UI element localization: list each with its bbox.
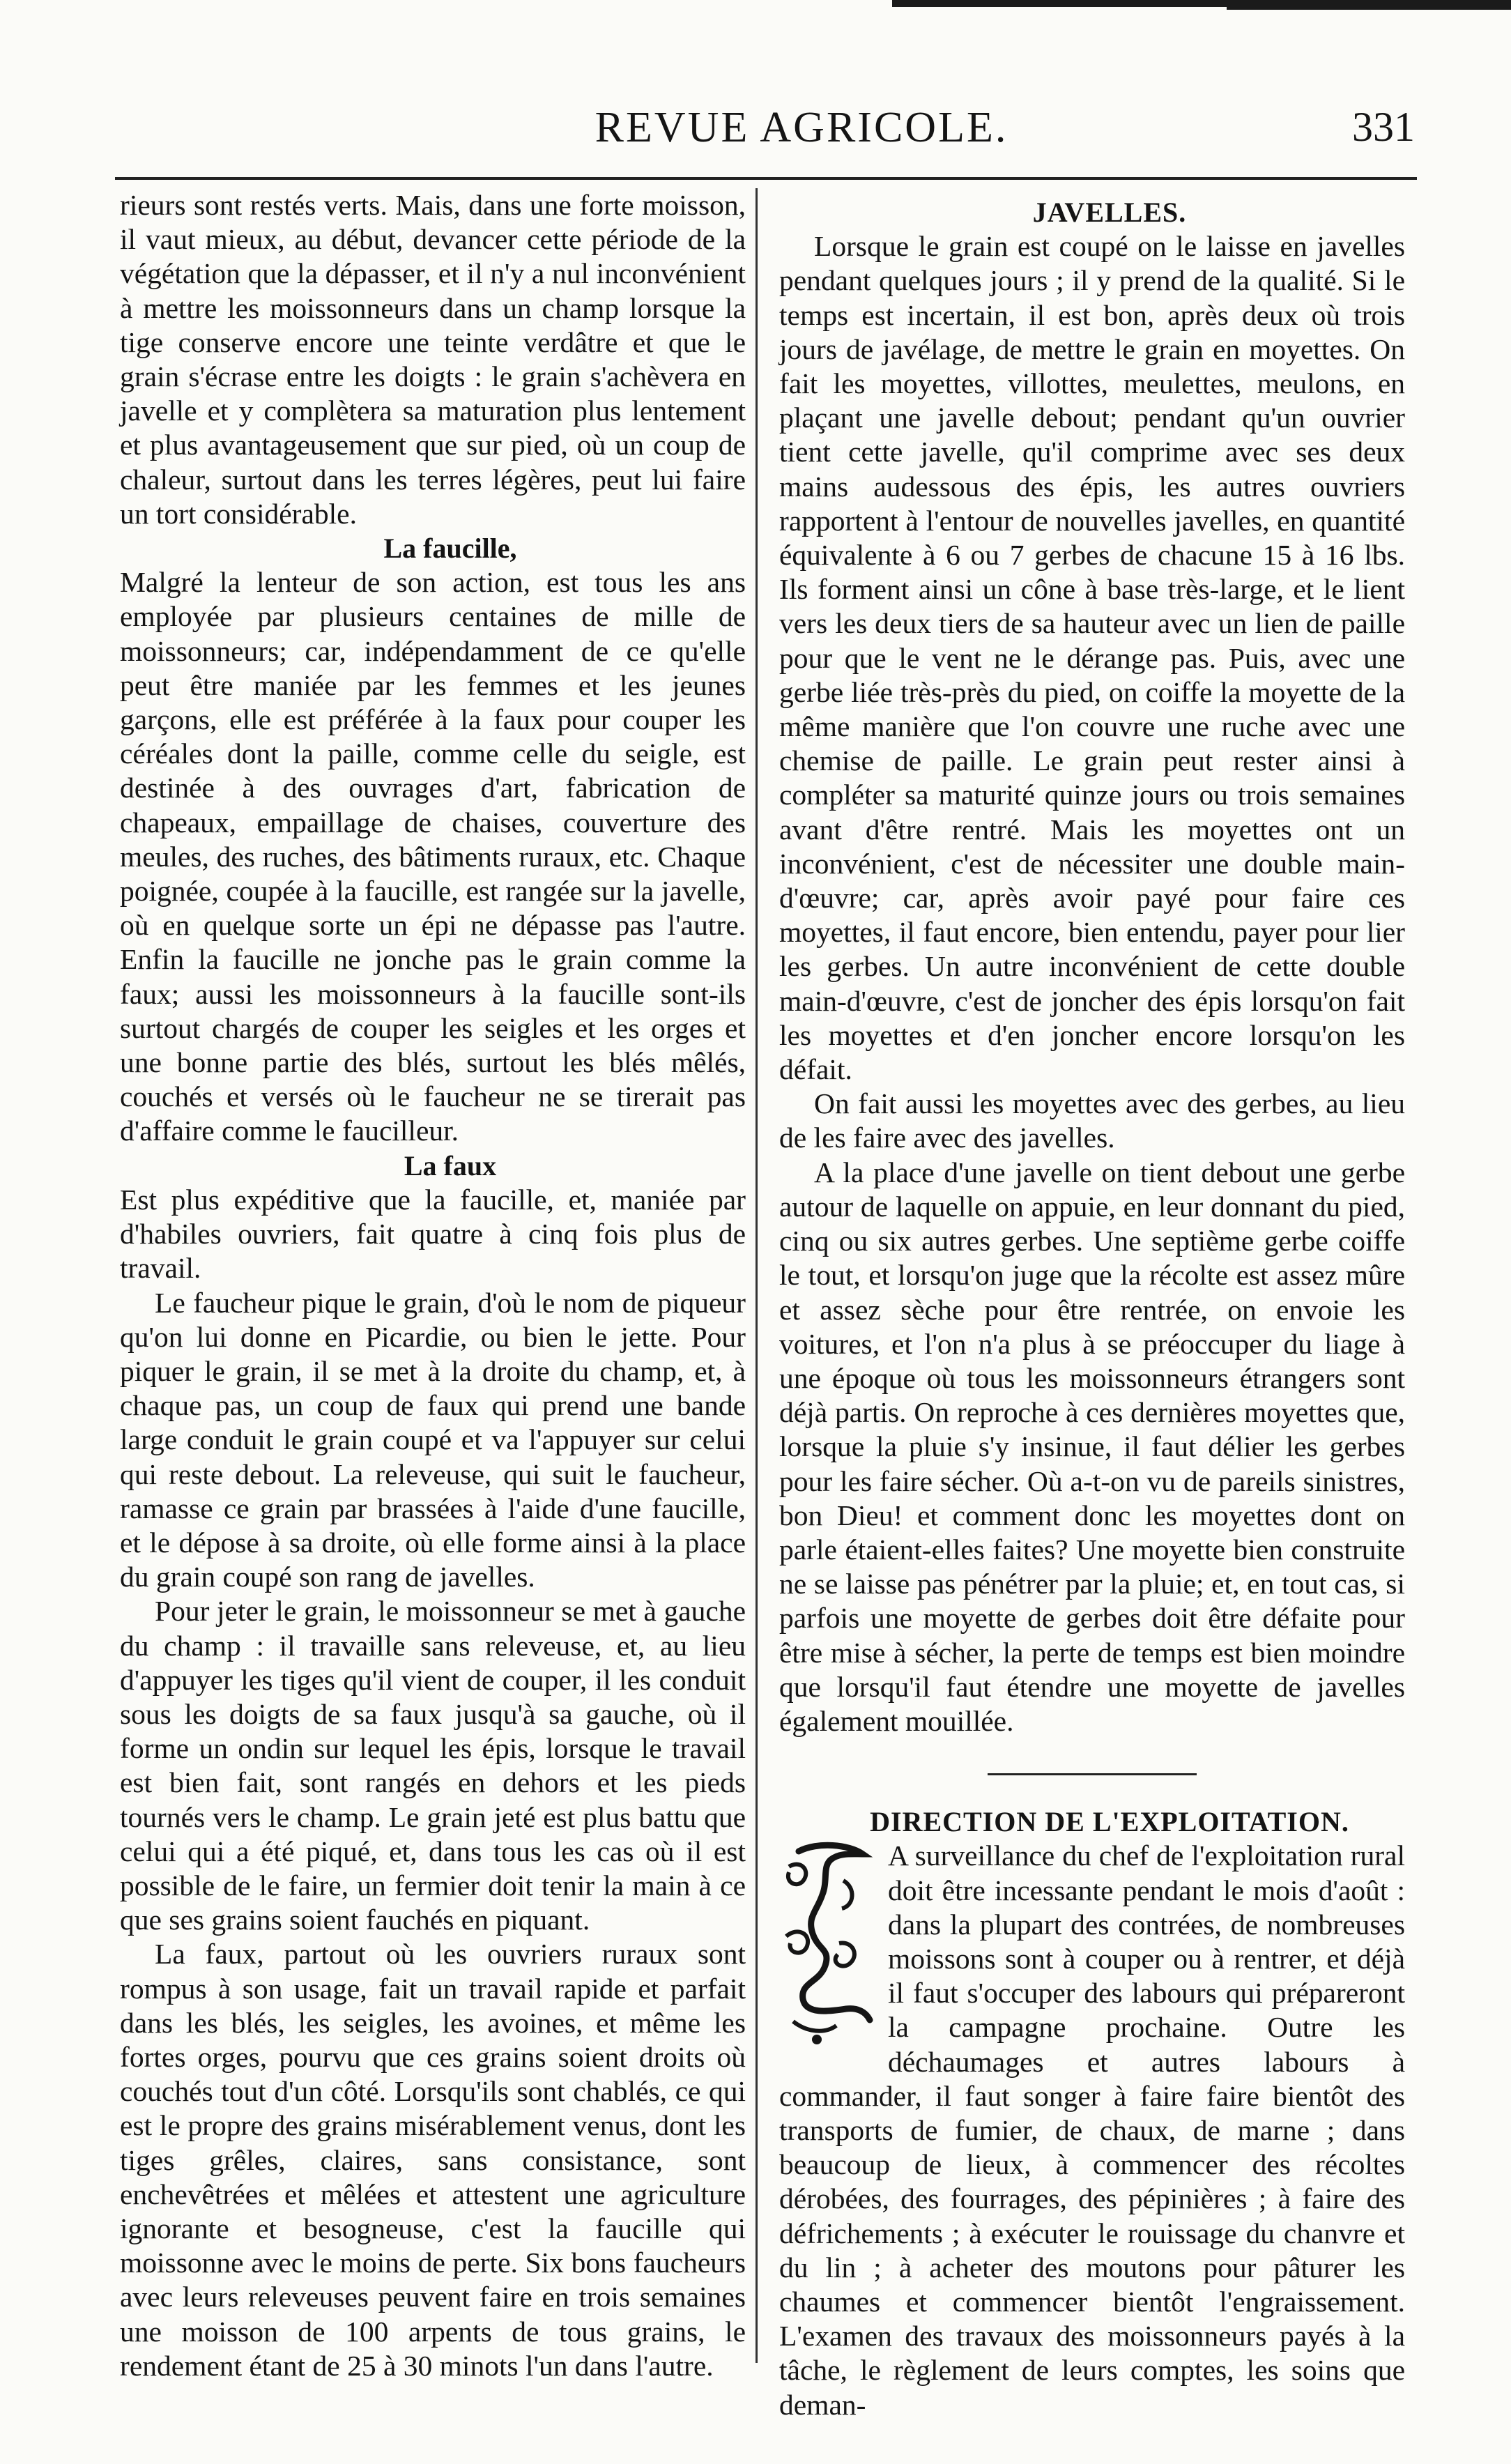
paragraph: A surveillance du chef de l'exploitation rural doit être incessante pendant le mois d'août : dans la plupart des contrées, de nombreuses moissons sont à couper ou à rentrer, et déjà il faut s'occuper des labours qui prépareront la campagne prochaine. Outre les déchaumages et autres labours à commander, il faut songer à faire faire bientôt des transports de fumier, de chaux, de marne ; dans beaucoup de lieux, à commencer des récoltes dérobées, des fourrages, des pépinières ; à faire des défrichements ; à exécuter le rouissage du chanvre et du lin ; à acheter des moutons pour pâturer les chaumes et commencer bientôt l'engraissement. L'examen des travaux des moissonneurs payés à la tâche, le règlement de leurs comptes, les soins que deman-	[779, 1839, 1405, 2421]
ornamental-initial-l-icon	[779, 1839, 875, 2048]
running-title: REVUE AGRICOLE.	[595, 104, 1008, 151]
top-edge-bar-inner	[1227, 7, 1511, 10]
section-separator	[988, 1773, 1197, 1775]
paragraph: rieurs sont restés verts. Mais, dans une forte moisson, il vaut mieux, au début, devancer cette période de la végétation que la dépasser, et il n'y a nul inconvénient à mettre les moissonneurs dans un champ lorsque la tige conserve encore une teinte verdâtre et que le grain s'écrase entre les doigts : le grain s'achèvera en javelle et y complètera sa maturation plus lentement et plus avantageusement que sur pied, où un coup de chaleur, surtout dans les terres légères, peut lui faire un tort considérable.	[120, 189, 746, 530]
header-rule	[115, 177, 1417, 180]
subheading-faucille: La faucille,	[383, 533, 517, 565]
paragraph: Le faucheur pique le grain, d'où le nom de piqueur qu'on lui donne en Picardie, ou bien le jette. Pour piquer le grain, il se met à la droite du champ, et, à chaque pas, un coup de faux qui prend une bande large conduit le grain coupé et va l'appuyer sur celui qui reste debout. La releveuse, qui suit le faucheur, ramasse ce grain par brassées à l'aide d'une faucille, et le dépose à sa droite, où elle forme ainsi à la place du grain coupé son rang de javelles.	[120, 1286, 746, 1593]
right-column	[779, 195, 1405, 2422]
page-number: 331	[1352, 104, 1415, 150]
section-title-direction: DIRECTION DE L'EXPLOITATION.	[870, 1806, 1349, 1838]
paragraph: Est plus expéditive que la faucille, et, maniée par d'habiles ouvriers, fait quatre à cinq fois plus de travail.	[120, 1183, 746, 1285]
column-rule	[756, 188, 758, 2363]
left-column	[120, 188, 746, 2383]
paragraph: Malgré la lenteur de son action, est tous les ans employée par plusieurs centaines de mille de moissonneurs; car, indépendamment de ce qu'elle peut être maniée par les femmes et les jeunes garçons, elle est préférée à la faux pour couper les céréales dont la paille, comme celle du seigle, est destinée à des ouvrages d'art, fabrication de chapeaux, empaillage de chaises, couverture des meules, des ruches, des bâtiments ruraux, etc. Chaque poignée, coupée à la faucille, est rangée sur la javelle, où en quelque sorte un épi ne dépasse pas l'autre. Enfin la faucille ne jonche pas le grain comme la faux; aussi les moissonneurs à la faucille sont-ils surtout chargés de couper les seigles et les orges et une bonne partie des blés, surtout les blés mêlés, couchés et versés où le faucheur ne se tirerait pas d'affaire comme le faucilleur.	[120, 566, 746, 1147]
paragraph: On fait aussi les moyettes avec des gerbes, au lieu de les faire avec des javelles.	[779, 1087, 1405, 1154]
paragraph: Pour jeter le grain, le moissonneur se met à gauche du champ : il travaille sans releveuse, et, au lieu d'appuyer les tiges qu'il vient de couper, il les conduit sous les doigts de sa faux jusqu'à sa gauche, où il forme un ondin sur lequel les épis, lorsque le travail est bien fait, sont rangés en dehors et les pieds tournés vers le champ. Le grain jeté est plus battu que celui qui a été piqué, et, dans tous les cas où il est possible de le faire, un fermier doit tenir la main à ce que ses grains soient fauchés en piquant.	[120, 1595, 746, 1936]
top-edge-bar	[892, 0, 1511, 7]
paragraph: La faux, partout où les ouvriers ruraux sont rompus à son usage, fait un travail rapide et parfait dans les blés, les seigles, les avoines, et même les fortes orges, pourvu que ces grains soient droits où couchés tout d'un côté. Lorsqu'ils sont chablés, ce qui est le propre des grains misérablement venus, dont les tiges grêles, claires, sans consistance, sont enchevêtrées et mêlées et attestent une agriculture ignorante et besogneuse, c'est la faucille qui moissonne avec le moins de perte. Six bons faucheurs avec leurs releveuses peuvent faire en trois semaines une moisson de 100 arpents de tous grains, le rendement étant de 25 à 30 minots l'un dans l'autre.	[120, 1938, 746, 2382]
subheading-faux: La faux	[404, 1149, 497, 1181]
section-title-javelles: JAVELLES.	[1032, 197, 1187, 228]
paragraph: Lorsque le grain est coupé on le laisse en javelles pendant quelques jours ; il y prend de la qualité. Si le temps est incertain, il est bon, après deux où trois jours de javélage, de mettre le grain en moyettes. On fait les moyettes, villottes, meulettes, meulons, en plaçant une javelle debout; pendant qu'un ouvrier tient cette javelle, qu'il comprime avec ses deux mains audessous des épis, les autres ouvriers rapportent à l'entour de nouvelles javelles, en quantité équivalente à 6 ou 7 gerbes de chacune 15 à 16 lbs. Ils forment ainsi un cône à base très-large, et le lient vers les deux tiers de sa hauteur avec un lien de paille pour que le vent ne le dérange pas. Puis, avec une gerbe liée très-près du pied, on coiffe la moyette de la même manière que l'on couvre une ruche avec une chemise de paille. Le grain peut rester ainsi à compléter sa maturité quinze jours ou trois semaines avant d'être rentré. Mais les moyettes ont un inconvénient, c'est de nécessiter une double main-d'œuvre; car, après avoir payé pour faire ces moyettes, il faut encore, bien entendu, payer pour lier les gerbes. Un autre inconvénient de cette double main-d'œuvre, c'est de joncher des épis lorsqu'on fait les moyettes et d'en joncher encore lorsqu'on les défait.	[779, 230, 1405, 1086]
paragraph: A la place d'une javelle on tient debout une gerbe autour de laquelle on appuie, en leur donnant du pied, cinq ou six autres gerbes. Une septième gerbe coiffe le tout, et lorsqu'on juge que la récolte est assez mûre et assez sèche pour être rentrée, on envoie les voitures, et l'on n'a plus à se préoccuper du liage à une époque où tous les moissonneurs étrangers sont déjà partis. On reproche à ces dernières moyettes que, lorsque la pluie s'y insinue, il faut délier les gerbes pour les faire sécher. Où a-t-on vu de pareils sinistres, bon Dieu! et comment donc les moyettes dont on parle étaient-elles faites? Une moyette bien construite ne se laisse pas pénétrer par la pluie; et, en tout cas, si parfois une moyette de gerbes doit être défaite pour être mise à sécher, la perte de temps est bien moindre que lorsqu'il faut étendre une moyette de javelles également mouillée.	[779, 1156, 1405, 1737]
